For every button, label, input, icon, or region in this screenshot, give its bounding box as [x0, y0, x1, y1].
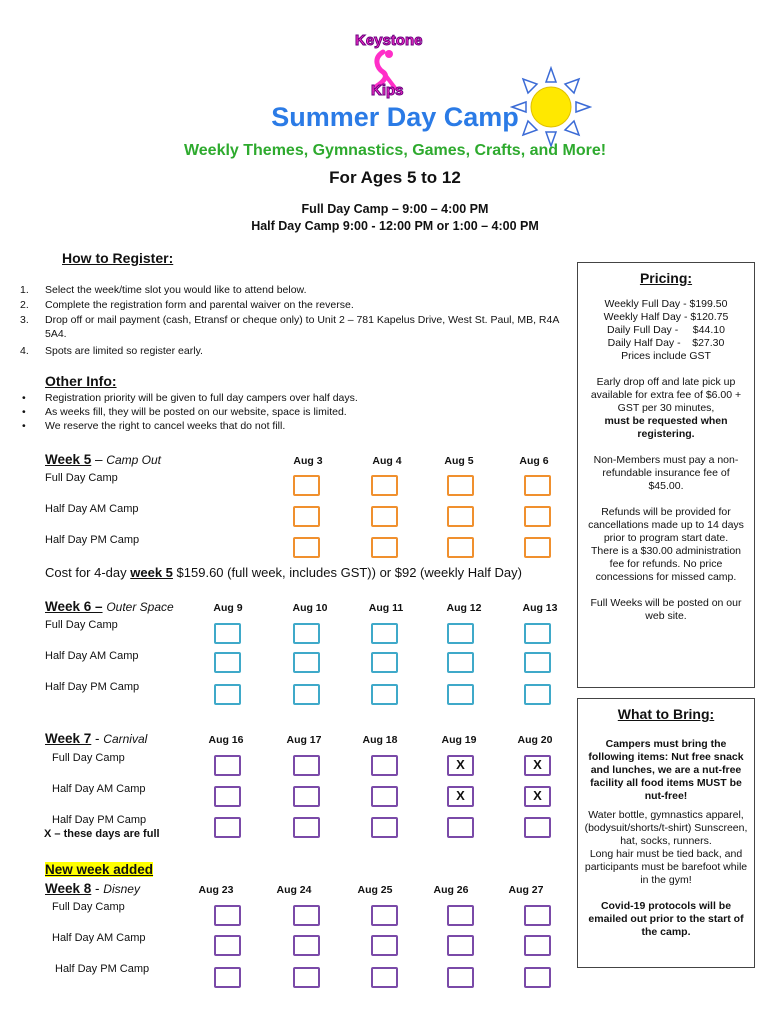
week6-pm-aug13-checkbox[interactable] — [524, 684, 551, 705]
cost-suffix: $159.60 (full week, includes GST)) or $92 (weekly Half Day) — [172, 565, 522, 580]
week5-fullday-aug4-checkbox[interactable] — [371, 475, 398, 496]
week6-fullday-aug9-checkbox[interactable] — [214, 623, 241, 644]
cost-prefix: Cost for 4-day — [45, 565, 131, 580]
week7-pm-aug16-checkbox[interactable] — [214, 817, 241, 838]
hair-rule-text: Long hair must be tied back, and participants must be barefoot while in the gym! — [584, 848, 748, 886]
day-label: Aug 25 — [357, 884, 393, 896]
week-5-title — [45, 452, 161, 467]
full-day-time: Full Day Camp – 9:00 – 4:00 PM — [301, 202, 489, 216]
full-days-note: X – these days are full — [44, 828, 160, 840]
week-theme: Outer Space — [106, 600, 174, 614]
covid-note: Covid-19 protocols will be emailed out prior to the start of the camp. — [588, 900, 744, 938]
day-label: Aug 13 — [522, 602, 558, 614]
step-number: 3. — [20, 314, 29, 326]
week6-fullday-aug12-checkbox[interactable] — [447, 623, 474, 644]
row-label: Half Day PM Camp — [45, 681, 140, 693]
step-number: 2. — [20, 299, 29, 311]
day-label: Aug 11 — [368, 602, 404, 614]
week-8-title — [45, 881, 140, 896]
what-to-bring-panel — [577, 698, 755, 968]
week5-pm-aug3-checkbox[interactable] — [293, 537, 320, 558]
day-label: Aug 16 — [208, 734, 244, 746]
day-label: Aug 5 — [444, 455, 474, 467]
week-separator: - — [91, 731, 104, 746]
week5-pm-aug4-checkbox[interactable] — [371, 537, 398, 558]
day-label: Aug 24 — [276, 884, 312, 896]
row-label: Half Day AM Camp — [45, 503, 139, 515]
day-label: Aug 12 — [446, 602, 482, 614]
page-title: Summer Day Camp — [271, 102, 519, 132]
week5-fullday-aug5-checkbox[interactable] — [447, 475, 474, 496]
week-theme: Camp Out — [106, 453, 161, 467]
week6-fullday-aug10-checkbox[interactable] — [293, 623, 320, 644]
half-day-time: Half Day Camp 9:00 - 12:00 PM or 1:00 – 4:00 PM — [251, 219, 539, 233]
bullet-dot: • — [22, 392, 26, 404]
bullet-text: Registration priority will be given to full day campers over half days. — [45, 392, 358, 404]
subtitle: Weekly Themes, Gymnastics, Games, Crafts, and More! — [183, 142, 607, 159]
row-label: Full Day Camp — [45, 619, 118, 631]
day-label: Aug 3 — [293, 455, 323, 467]
day-label: Aug 23 — [198, 884, 234, 896]
must-bring-text: Campers must bring the following items: Nut free snack and lunches, we are a nut-free facility all food items MUST be nut-free! — [588, 738, 744, 802]
day-label: Aug 17 — [286, 734, 322, 746]
week7-fullday-aug18-checkbox[interactable] — [371, 755, 398, 776]
week7-fullday-aug17-checkbox[interactable] — [293, 755, 320, 776]
week8-fullday-aug27-checkbox[interactable] — [524, 905, 551, 926]
week8-pm-aug25-checkbox[interactable] — [371, 967, 398, 988]
ages-heading: For Ages 5 to 12 — [329, 168, 461, 187]
step-number: 1. — [20, 284, 29, 296]
week6-fullday-aug13-checkbox[interactable] — [524, 623, 551, 644]
nonmember-text: Non-Members must pay a non-refundable insurance fee of $45.00. — [593, 454, 739, 492]
week-name: Week 8 — [45, 881, 92, 896]
gst-note: Prices include GST — [621, 350, 711, 362]
week6-am-aug13-checkbox[interactable] — [524, 652, 551, 673]
week5-pm-aug5-checkbox[interactable] — [447, 537, 474, 558]
bullet-dot: • — [22, 420, 26, 432]
day-label: Aug 26 — [433, 884, 469, 896]
week5-am-aug6-checkbox[interactable] — [524, 506, 551, 527]
bring-items-text: Water bottle, gymnastics apparel, (bodysuit/shorts/t-shirt) Sunscreen, hat, socks, runners. — [584, 809, 748, 847]
day-label: Aug 6 — [519, 455, 549, 467]
early-dropoff-bold: must be requested when registering. — [604, 415, 728, 440]
week8-fullday-aug25-checkbox[interactable] — [371, 905, 398, 926]
day-label: Aug 18 — [362, 734, 398, 746]
week-6-title — [45, 599, 174, 614]
week8-fullday-aug23-checkbox[interactable] — [214, 905, 241, 926]
week-theme: Carnival — [103, 732, 148, 746]
week7-am-aug20-full-box: X — [524, 786, 551, 807]
row-label: Half Day PM Camp — [45, 534, 140, 546]
week5-am-aug3-checkbox[interactable] — [293, 506, 320, 527]
week6-am-aug12-checkbox[interactable] — [447, 652, 474, 673]
week-5-cost — [45, 565, 522, 580]
row-label: Half Day AM Camp — [52, 932, 146, 944]
early-dropoff-text: Early drop off and late pick up available for extra fee of $6.00 + GST per 30 minutes, — [590, 376, 742, 414]
row-label: Half Day AM Camp — [52, 783, 146, 795]
week7-fullday-aug16-checkbox[interactable] — [214, 755, 241, 776]
week6-am-aug11-checkbox[interactable] — [371, 652, 398, 673]
step-text: Select the week/time slot you would like to attend below. — [45, 284, 307, 296]
day-label: Aug 27 — [508, 884, 544, 896]
new-week-badge: New week added — [45, 862, 154, 877]
week7-pm-aug19-checkbox[interactable] — [447, 817, 474, 838]
week7-am-aug16-checkbox[interactable] — [214, 786, 241, 807]
bullet-text: We reserve the right to cancel weeks that do not fill. — [45, 420, 286, 432]
step-text: Drop off or mail payment (cash, Etransf or cheque only) to Unit 2 – 781 Kapelus Drive, West St. Paul, MB, R4A 5A4. — [45, 314, 559, 340]
week-name: Week 7 — [45, 731, 92, 746]
week-name: Week 6 – — [45, 599, 103, 614]
row-label: Full Day Camp — [45, 472, 118, 484]
week8-am-aug26-checkbox[interactable] — [447, 935, 474, 956]
week7-pm-aug17-checkbox[interactable] — [293, 817, 320, 838]
week7-pm-aug18-checkbox[interactable] — [371, 817, 398, 838]
other-info-heading: Other Info: — [45, 373, 117, 389]
rate-line: Weekly Half Day - $120.75 — [603, 311, 729, 323]
bring-heading: What to Bring: — [617, 706, 715, 722]
week7-fullday-aug19-full-box: X — [447, 755, 474, 776]
week6-pm-aug11-checkbox[interactable] — [371, 684, 398, 705]
week-separator: – — [91, 452, 107, 467]
day-label: Aug 4 — [372, 455, 402, 467]
week8-am-aug24-checkbox[interactable] — [293, 935, 320, 956]
week-separator: - — [91, 881, 104, 896]
week8-am-aug25-checkbox[interactable] — [371, 935, 398, 956]
week-theme: Disney — [103, 882, 140, 896]
rate-line: Daily Full Day - $44.10 — [607, 324, 725, 336]
row-label: Half Day PM Camp — [55, 963, 150, 975]
logo-text-top: Keystone — [355, 32, 423, 49]
day-label: Aug 10 — [292, 602, 328, 614]
week5-pm-aug6-checkbox[interactable] — [524, 537, 551, 558]
week8-am-aug27-checkbox[interactable] — [524, 935, 551, 956]
week-7-title — [45, 731, 147, 746]
rate-line: Daily Half Day - $27.30 — [607, 337, 725, 349]
refund-text: Refunds will be provided for cancellations made up to 14 days prior to program start date. — [588, 506, 744, 544]
pricing-panel — [577, 262, 755, 688]
admin-fee-text: There is a $30.00 administration fee for refunds. No price concessions for missed camp. — [591, 545, 741, 583]
week8-fullday-aug26-checkbox[interactable] — [447, 905, 474, 926]
week6-am-aug10-checkbox[interactable] — [293, 652, 320, 673]
week7-am-aug17-checkbox[interactable] — [293, 786, 320, 807]
week8-pm-aug24-checkbox[interactable] — [293, 967, 320, 988]
week6-pm-aug12-checkbox[interactable] — [447, 684, 474, 705]
full-weeks-text: Full Weeks will be posted on our web site. — [590, 597, 742, 622]
step-number: 4. — [20, 345, 29, 357]
day-label: Aug 20 — [517, 734, 553, 746]
week8-pm-aug27-checkbox[interactable] — [524, 967, 551, 988]
bullet-dot: • — [22, 406, 26, 418]
day-label: Aug 19 — [441, 734, 477, 746]
rate-line: Weekly Full Day - $199.50 — [604, 298, 728, 310]
step-text: Spots are limited so register early. — [45, 345, 203, 357]
logo-text-bottom: Kips — [371, 82, 404, 99]
week-name: Week 5 — [45, 452, 92, 467]
week8-fullday-aug24-checkbox[interactable] — [293, 905, 320, 926]
row-label: Half Day PM Camp — [52, 814, 147, 826]
week7-pm-aug20-checkbox[interactable] — [524, 817, 551, 838]
week5-fullday-aug6-checkbox[interactable] — [524, 475, 551, 496]
cost-week: week 5 — [130, 565, 173, 580]
row-label: Full Day Camp — [52, 752, 125, 764]
week8-pm-aug26-checkbox[interactable] — [447, 967, 474, 988]
week8-pm-aug23-checkbox[interactable] — [214, 967, 241, 988]
week7-fullday-aug20-full-box: X — [524, 755, 551, 776]
pricing-heading: Pricing: — [639, 270, 693, 286]
week8-am-aug23-checkbox[interactable] — [214, 935, 241, 956]
day-label: Aug 9 — [213, 602, 243, 614]
week6-fullday-aug11-checkbox[interactable] — [371, 623, 398, 644]
how-to-register-heading: How to Register: — [62, 250, 174, 266]
week5-am-aug5-checkbox[interactable] — [447, 506, 474, 527]
bullet-text: As weeks fill, they will be posted on our website, space is limited. — [45, 406, 347, 418]
week7-am-aug19-full-box: X — [447, 786, 474, 807]
keystone-kips-logo — [343, 30, 427, 102]
row-label: Full Day Camp — [52, 901, 125, 913]
week5-am-aug4-checkbox[interactable] — [371, 506, 398, 527]
row-label: Half Day AM Camp — [45, 650, 139, 662]
week5-fullday-aug3-checkbox[interactable] — [293, 475, 320, 496]
week6-pm-aug10-checkbox[interactable] — [293, 684, 320, 705]
week6-am-aug9-checkbox[interactable] — [214, 652, 241, 673]
week7-am-aug18-checkbox[interactable] — [371, 786, 398, 807]
step-text: Complete the registration form and parental waiver on the reverse. — [45, 299, 354, 311]
week6-pm-aug9-checkbox[interactable] — [214, 684, 241, 705]
